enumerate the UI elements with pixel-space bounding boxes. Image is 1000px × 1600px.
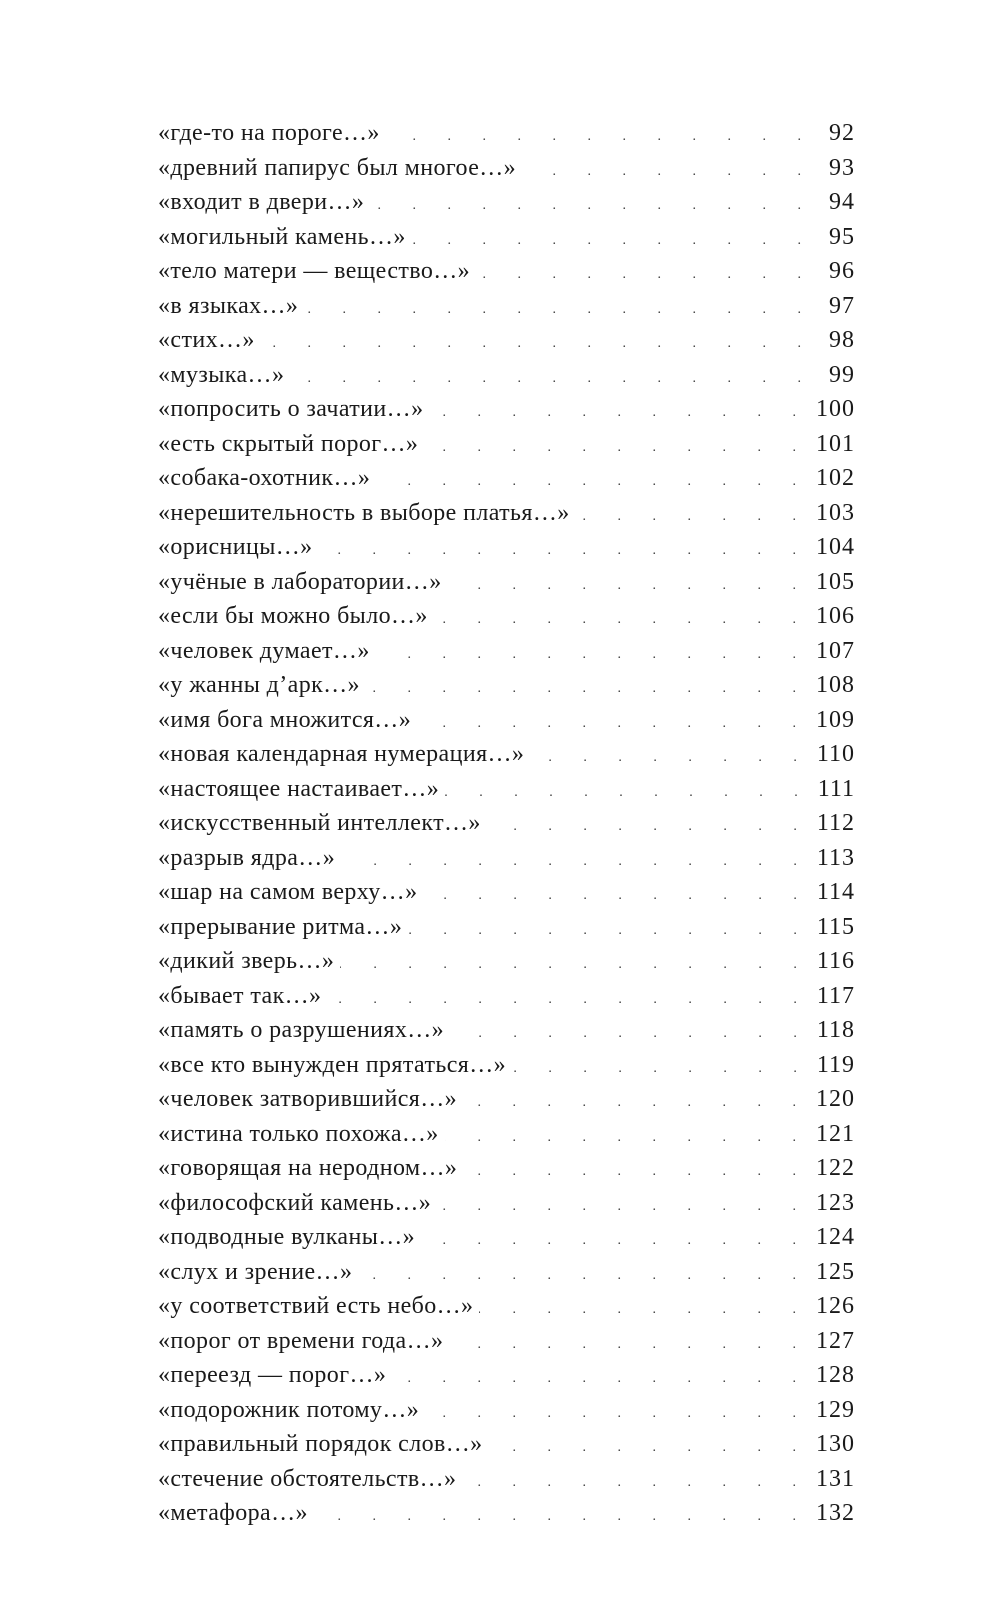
dot-leader — [530, 741, 811, 776]
toc-entry-title: «попросить о зачатии…» — [158, 396, 424, 422]
toc-entry[interactable] — [158, 737, 855, 772]
dot-leader — [437, 1190, 810, 1225]
toc-entry[interactable] — [158, 1151, 855, 1186]
toc-entry-title: «могильный камень…» — [158, 223, 406, 250]
dot-leader — [487, 810, 811, 845]
toc-entry-page-number: 116 — [816, 948, 855, 974]
toc-entry[interactable] — [158, 116, 855, 151]
dot-leader — [421, 1224, 810, 1259]
toc-entry[interactable] — [158, 1358, 855, 1393]
toc-entry-title: «если бы можно было…» — [158, 603, 428, 629]
toc-entry-page-number: 103 — [816, 499, 855, 526]
toc-entry-page-number: 111 — [817, 775, 855, 802]
toc-entry[interactable] — [158, 979, 855, 1014]
toc-entry-title: «переезд — порог…» — [158, 1362, 387, 1388]
dot-leader — [463, 1086, 810, 1121]
toc-entry-title: «музыка…» — [158, 361, 285, 388]
toc-entry-page-number: 98 — [829, 327, 855, 353]
toc-entry-title: «орисницы…» — [158, 534, 313, 560]
toc-entry-page-number: 131 — [816, 1465, 855, 1492]
toc-entry-title: «подорожник потому…» — [158, 1396, 420, 1423]
toc-entry[interactable] — [158, 461, 855, 496]
dot-leader — [479, 1293, 810, 1328]
toc-entry[interactable] — [158, 599, 855, 634]
toc-entry-title: «говорящая на неродном…» — [158, 1155, 458, 1181]
toc-entry-page-number: 118 — [816, 1017, 855, 1043]
dot-leader — [370, 189, 815, 224]
dot-leader — [304, 293, 815, 328]
dot-leader — [408, 914, 811, 949]
toc-entry-title: «в языках…» — [158, 292, 299, 319]
toc-entry[interactable] — [158, 530, 855, 565]
toc-entry-title: «философский камень…» — [158, 1189, 432, 1216]
dot-leader — [448, 569, 810, 604]
dot-leader — [314, 1500, 810, 1535]
toc-entry[interactable] — [158, 841, 855, 876]
toc-entry-page-number: 130 — [816, 1431, 855, 1457]
toc-entry-page-number: 112 — [816, 810, 855, 836]
dot-leader — [462, 1466, 810, 1501]
toc-entry-page-number: 101 — [816, 430, 855, 457]
dot-leader — [512, 1052, 811, 1087]
toc-entry-page-number: 132 — [816, 1500, 855, 1526]
toc-entry-title: «тело матери — вещество…» — [158, 258, 471, 284]
toc-entry-page-number: 115 — [816, 913, 855, 940]
toc-entry-title: «все кто вынужден прятаться…» — [158, 1051, 506, 1078]
toc-entry[interactable] — [158, 1496, 855, 1531]
toc-entry-title: «у жанны д’арк…» — [158, 672, 360, 698]
toc-entry[interactable] — [158, 875, 855, 910]
toc-entry[interactable] — [158, 151, 855, 186]
toc-entry-title: «новая календарная нумерация…» — [158, 741, 525, 767]
toc-entry[interactable] — [158, 1427, 855, 1462]
toc-entry-page-number: 127 — [816, 1327, 855, 1354]
toc-entry-title: «древний папирус был многое…» — [158, 154, 517, 181]
toc-entry[interactable] — [158, 565, 855, 600]
dot-leader — [358, 1259, 810, 1294]
toc-entry[interactable] — [158, 1013, 855, 1048]
toc-entry-page-number: 109 — [816, 706, 855, 733]
toc-entry[interactable] — [158, 289, 855, 324]
toc-entry-title: «порог от времени года…» — [158, 1327, 444, 1354]
toc-entry-page-number: 106 — [816, 603, 855, 629]
toc-entry[interactable] — [158, 220, 855, 255]
dot-leader — [417, 707, 810, 742]
dot-leader — [366, 672, 810, 707]
dot-leader — [412, 224, 815, 259]
toc-entry-title: «человек думает…» — [158, 637, 370, 664]
toc-entry-page-number: 113 — [816, 844, 855, 871]
toc-entry-title: «имя бога множится…» — [158, 706, 412, 733]
toc-entry[interactable] — [158, 254, 855, 289]
toc-entry[interactable] — [158, 427, 855, 462]
toc-entry-page-number: 124 — [816, 1224, 855, 1250]
toc-entry-title: «собака-охотник…» — [158, 465, 371, 491]
toc-entry[interactable] — [158, 496, 855, 531]
toc-entry-page-number: 119 — [816, 1051, 855, 1078]
toc-entry[interactable] — [158, 1048, 855, 1083]
toc-entry-page-number: 95 — [829, 223, 855, 250]
toc-entry[interactable] — [158, 185, 855, 220]
toc-entry-page-number: 96 — [829, 258, 855, 284]
dot-leader — [261, 327, 815, 362]
toc-entry-page-number: 110 — [816, 741, 855, 767]
dot-leader — [423, 879, 810, 914]
toc-entry-page-number: 126 — [816, 1293, 855, 1319]
toc-entry-page-number: 122 — [816, 1155, 855, 1181]
dot-leader — [376, 638, 810, 673]
toc-entry[interactable] — [158, 772, 855, 807]
toc-entry[interactable] — [158, 1393, 855, 1428]
toc-entry-title: «подводные вулканы…» — [158, 1224, 416, 1250]
toc-entry-title: «учёные в лаборатории…» — [158, 568, 442, 595]
toc-entry-title: «разрыв ядра…» — [158, 844, 336, 871]
toc-entry-title: «дикий зверь…» — [158, 948, 335, 974]
toc-entry-title: «стих…» — [158, 327, 255, 353]
dot-leader — [445, 776, 812, 811]
dot-leader — [392, 1362, 810, 1397]
toc-entry-page-number: 117 — [816, 982, 855, 1009]
toc-entry[interactable] — [158, 703, 855, 738]
toc-entry-page-number: 120 — [816, 1086, 855, 1112]
toc-entry[interactable] — [158, 910, 855, 945]
toc-entry-title: «память о разрушениях…» — [158, 1017, 445, 1043]
toc-entry-page-number: 102 — [816, 465, 855, 491]
toc-entry[interactable] — [158, 634, 855, 669]
toc-entry-title: «бывает так…» — [158, 982, 322, 1009]
toc-entry-title: «метафора…» — [158, 1500, 308, 1526]
toc-entry-title: «искусственный интеллект…» — [158, 810, 481, 836]
toc-entry[interactable] — [158, 1255, 855, 1290]
toc-entry-page-number: 99 — [829, 361, 855, 388]
dot-leader — [450, 1017, 811, 1052]
toc-entry-page-number: 107 — [816, 637, 855, 664]
table-of-contents — [158, 116, 855, 1531]
toc-entry-page-number: 105 — [816, 568, 855, 595]
toc-entry[interactable] — [158, 1462, 855, 1497]
toc-entry[interactable] — [158, 1289, 855, 1324]
toc-entry-title: «стечение обстоятельств…» — [158, 1465, 457, 1492]
dot-leader — [476, 258, 815, 293]
dot-leader — [429, 396, 810, 431]
toc-entry-title: «входит в двери…» — [158, 189, 365, 215]
dot-leader — [425, 1397, 810, 1432]
dot-leader — [463, 1155, 810, 1190]
toc-entry[interactable] — [158, 1186, 855, 1221]
toc-entry-page-number: 108 — [816, 672, 855, 698]
toc-entry[interactable] — [158, 944, 855, 979]
dot-leader — [327, 983, 810, 1018]
toc-entry[interactable] — [158, 1324, 855, 1359]
toc-entry-page-number: 128 — [816, 1362, 855, 1388]
toc-entry-page-number: 125 — [816, 1258, 855, 1285]
toc-entry-title: «человек затворившийся…» — [158, 1086, 458, 1112]
toc-entry-page-number: 94 — [829, 189, 855, 215]
toc-entry-page-number: 114 — [816, 879, 855, 905]
toc-entry-title: «настоящее настаивает…» — [158, 775, 440, 802]
toc-entry-title: «слух и зрение…» — [158, 1258, 353, 1285]
toc-entry-title: «есть скрытый порог…» — [158, 430, 419, 457]
toc-entry-page-number: 129 — [816, 1396, 855, 1423]
toc-entry-title: «нерешительность в выборе платья…» — [158, 499, 570, 526]
dot-leader — [434, 603, 810, 638]
dot-leader — [319, 534, 810, 569]
toc-entry-page-number: 92 — [829, 120, 855, 146]
dot-leader — [340, 948, 811, 983]
toc-entry-title: «правильный порядок слов…» — [158, 1431, 483, 1457]
dot-leader — [576, 500, 810, 535]
dot-leader — [341, 845, 811, 880]
toc-entry-page-number: 93 — [829, 154, 855, 181]
dot-leader — [449, 1328, 810, 1363]
dot-leader — [445, 1121, 810, 1156]
dot-leader — [424, 431, 810, 466]
toc-entry-title: «где-то на пороге…» — [158, 120, 380, 146]
dot-leader — [290, 362, 815, 397]
toc-entry[interactable] — [158, 323, 855, 358]
toc-entry-title: «у соответствий есть небо…» — [158, 1293, 474, 1319]
toc-entry-page-number: 123 — [816, 1189, 855, 1216]
toc-entry[interactable] — [158, 1082, 855, 1117]
toc-entry[interactable] — [158, 806, 855, 841]
toc-entry-page-number: 121 — [816, 1120, 855, 1147]
toc-entry[interactable] — [158, 358, 855, 393]
toc-entry[interactable] — [158, 1220, 855, 1255]
toc-entry[interactable] — [158, 392, 855, 427]
toc-entry-page-number: 97 — [829, 292, 855, 319]
dot-leader — [489, 1431, 810, 1466]
toc-entry-title: «истина только похожа…» — [158, 1120, 439, 1147]
toc-entry[interactable] — [158, 668, 855, 703]
toc-entry[interactable] — [158, 1117, 855, 1152]
dot-leader — [386, 120, 815, 155]
toc-entry-page-number: 104 — [816, 534, 855, 560]
dot-leader — [522, 155, 815, 190]
toc-entry-title: «шар на самом верху…» — [158, 879, 418, 905]
toc-entry-page-number: 100 — [816, 396, 855, 422]
toc-entry-title: «прерывание ритма…» — [158, 913, 403, 940]
dot-leader — [376, 465, 810, 500]
